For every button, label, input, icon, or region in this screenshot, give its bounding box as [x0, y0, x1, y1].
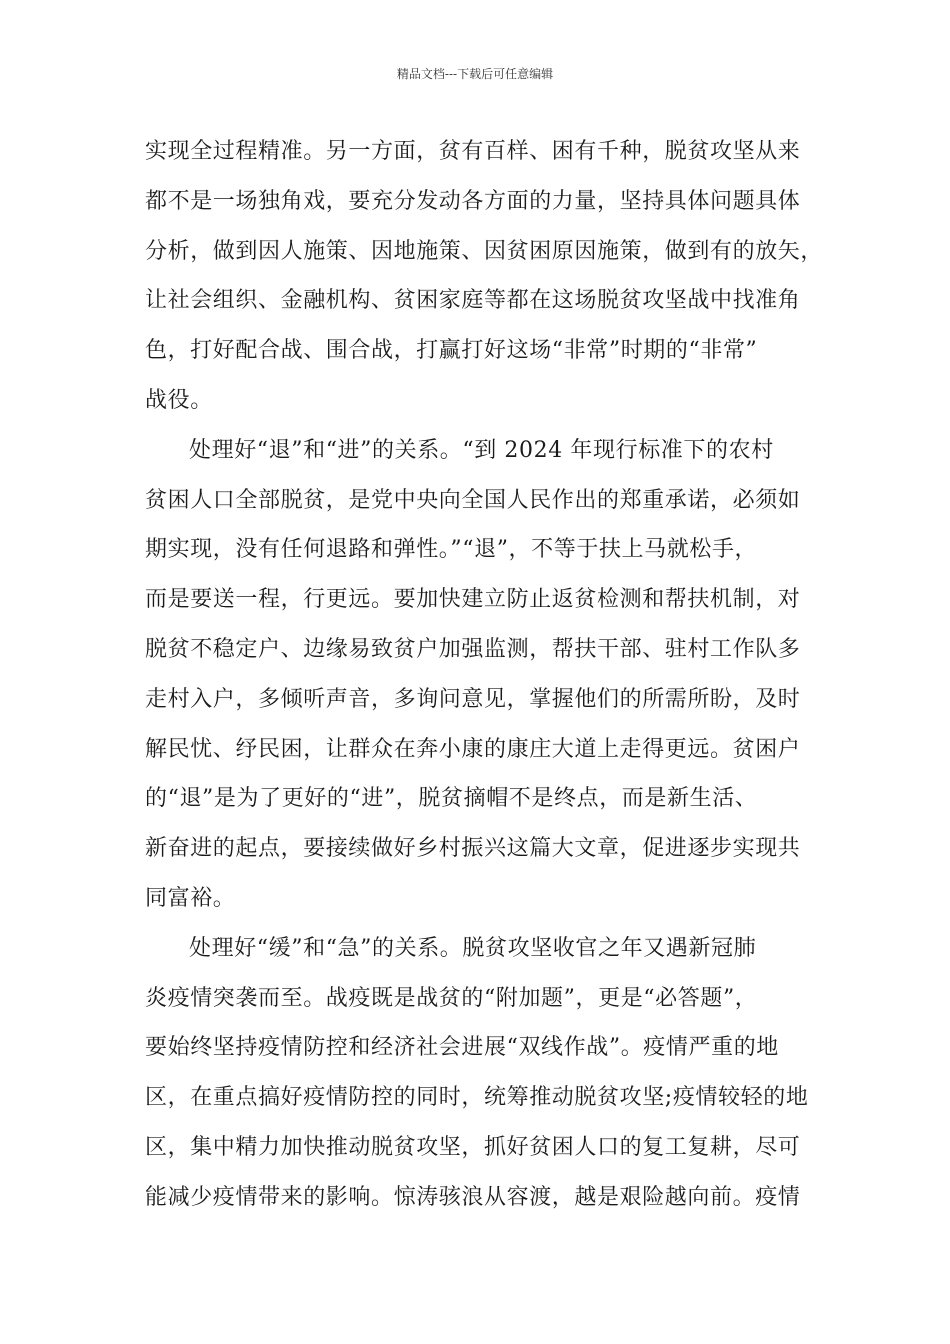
text-line: 色，打好配合战、围合战，打赢打好这场“非常”时期的“非常” — [145, 338, 758, 364]
text-line: 区，在重点搞好疫情防控的同时，统筹推动脱贫攻坚;疫情较轻的地 — [145, 1085, 809, 1111]
text-line: 新奋进的起点，要接续做好乡村振兴这篇大文章，促进逐步实现共 — [145, 836, 801, 862]
text-line: 能减少疫情带来的影响。惊涛骇浪从容渡，越是艰险越向前。疫情 — [145, 1184, 801, 1210]
document-body — [145, 127, 825, 1223]
text-line: 分析，做到因人施策、因地施策、因贫困原因施策，做到有的放矢， — [145, 238, 824, 264]
text-line: 同富裕。 — [145, 885, 236, 911]
text-line: 的“退”是为了更好的“进”，脱贫摘帽不是终点，而是新生活、 — [145, 786, 758, 812]
text-line: 让社会组织、金融机构、贫困家庭等都在这场脱贫攻坚战中找准角 — [145, 288, 801, 314]
text-line: 都不是一场独角戏，要充分发动各方面的力量，坚持具体问题具体 — [145, 188, 801, 214]
text-line: 解民忧、纾民困，让群众在奔小康的康庄大道上走得更远。贫困户 — [145, 736, 801, 762]
text-line: 区，集中精力加快推动脱贫攻坚，抓好贫困人口的复工复耕，尽可 — [145, 1134, 801, 1160]
paragraph-start-line: 处理好“缓”和“急”的关系。脱贫攻坚收官之年又遇新冠肺 — [189, 935, 757, 961]
paragraph-start-line: 处理好“退”和“进”的关系。“到 2024 年现行标准下的农村 — [189, 437, 774, 463]
text-line: 走村入户，多倾听声音，多询问意见，掌握他们的所需所盼，及时 — [145, 686, 801, 712]
text-line: 炎疫情突袭而至。战疫既是战贫的“附加题”，更是“必答题”， — [145, 985, 758, 1011]
text-line: 而是要送一程，行更远。要加快建立防止返贫检测和帮扶机制，对 — [145, 587, 801, 613]
text-line: 实现全过程精准。另一方面，贫有百样、困有千种，脱贫攻坚从来 — [145, 139, 801, 164]
text-line: 脱贫不稳定户、边缘易致贫户加强监测，帮扶干部、驻村工作队多 — [145, 636, 801, 662]
text-line: 期实现，没有任何退路和弹性。”“退”，不等于扶上马就松手， — [145, 537, 758, 563]
page-header: 精品文档---下载后可任意编辑 — [396, 67, 554, 81]
text-line: 贫困人口全部脱贫，是党中央向全国人民作出的郑重承诺，必须如 — [145, 487, 801, 513]
text-line: 战役。 — [145, 387, 213, 413]
text-line: 要始终坚持疫情防控和经济社会进展“双线作战”。疫情严重的地 — [145, 1035, 779, 1061]
